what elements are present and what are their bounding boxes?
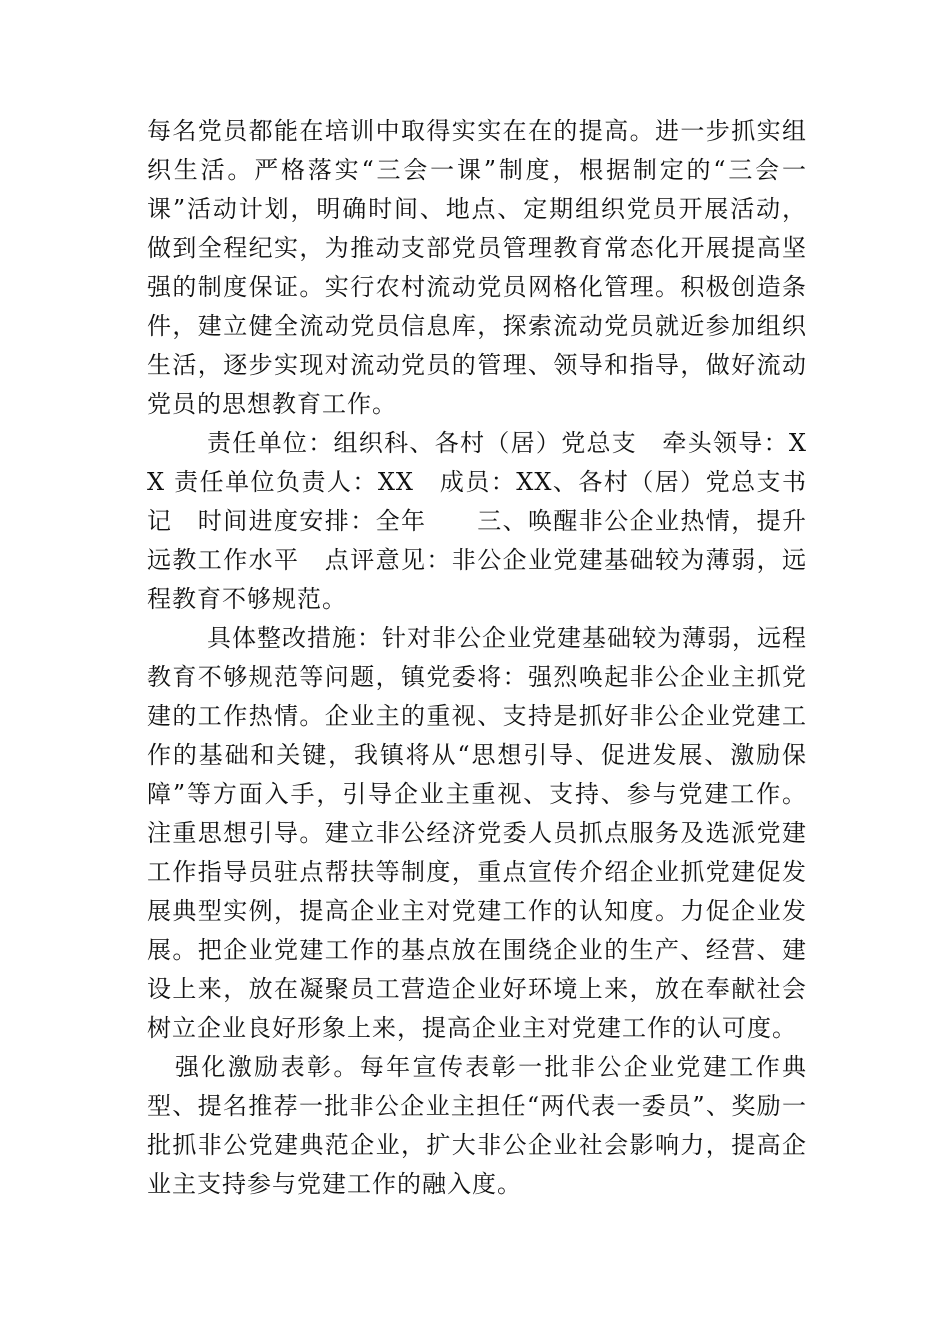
paragraph-party-member-management: 每名党员都能在培训中取得实实在在的提高。进一步抓实组织生活。严格落实“三会一课”制度，根据制定的“三会一课”活动计划，明确时间、地点、定期组织党员开展活动，做到全程纪实，为推动支部党员管理教育常态化开展提高坚强的制度保证。实行农村流动党员网格化管理。积极创造条件，建立健全流动党员信息库，探索流动党员就近参加组织生活，逐步实现对流动党员的管理、领导和指导，做好流动党员的思想教育工作。 — [147, 117, 807, 418]
paragraph-rectification-measures: 具体整改措施：针对非公企业党建基础较为薄弱，远程教育不够规范等问题，镇党委将：强烈唤起非公企业主抓党建的工作热情。企业主的重视、支持是抓好非公企业党建工作的基础和关键，我镇将从“思想引导、促进发展、激励保障”等方面入手，引导企业主重视、支持、参与党建工作。注重思想引导。建立非公经济党委人员抓点服务及选派党建工作指导员驻点帮扶等制度，重点宣传介绍企业抓党建促发展典型实例，提高企业主对党建工作的认知度。力促企业发展。把企业党建工作的基点放在围绕企业的生产、经营、建设上来，放在凝聚员工营造企业好环境上来，放在奉献社会树立企业良好形象上来，提高企业主对党建工作的认可度。 — [147, 624, 807, 1042]
paragraph-responsibility-units: 责任单位：组织科、各村（居）党总支 牵头领导：XX 责任单位负责人：XX 成员：XX、各村（居）党总支书记 时间进度安排：全年 三、唤醒非公企业热情，提升远教工作水平 点评意见：非公企业党建基础较为薄弱，远程教育不够规范。 — [147, 429, 807, 613]
paragraph-incentive-recognition: 强化激励表彰。每年宣传表彰一批非公企业党建工作典型、提名推荐一批非公企业主担任“两代表一委员”、奖励一批抓非公党建典范企业，扩大非公企业社会影响力，提高企业主支持参与党建工作的融入度。 — [147, 1053, 807, 1198]
document-body — [147, 112, 807, 1204]
